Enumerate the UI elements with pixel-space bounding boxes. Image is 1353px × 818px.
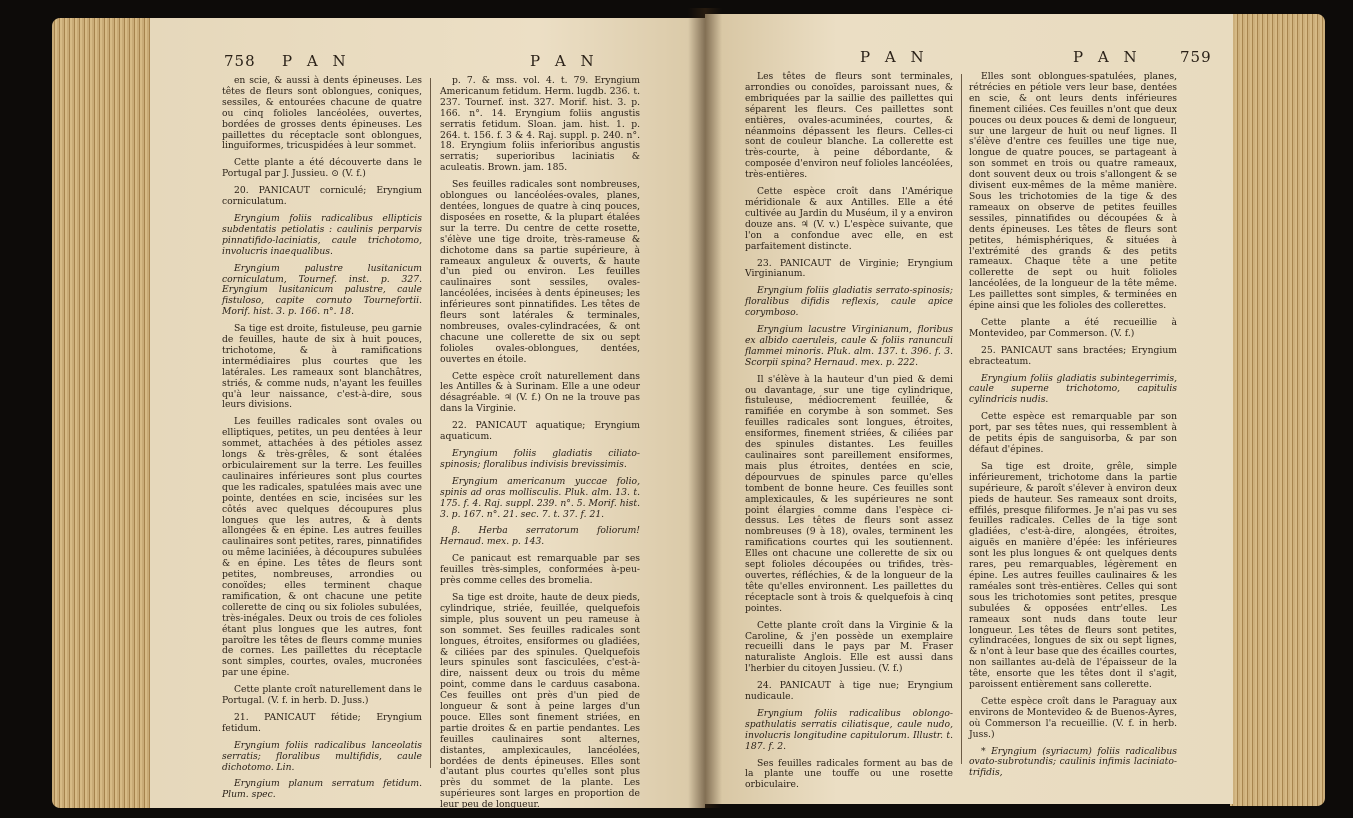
paragraph: Sa tige est droite, haute de deux pieds, cylindrique, striée, feuillée, quelquefois simple, plus souvent un peu rameuse à son sommet. Ses feuilles radicales sont longues, étroites, ensiformes ou gladiées, & ciliées par des spinules. Quelquefois leurs spinules sont fasciculées, c'est-à-dire, naissent deux ou trois du même point, comme dans le carduus casabona. Ces feuilles ont près d'un pied de longueur & sont à peine larges d'un pouce. Elles sont finement striées, en partie droites & en partie pendantes. Les feuilles caulinaires sont alternes, distantes, amplexicaules, lancéolées, bordées de dents épineuses. Elles sont d'autant plus courtes qu'elles sont plus près du sommet de la plante. Les supérieures sont larges en proportion de leur peu de longueur. (440, 591, 640, 811)
paragraph: Eryngium lacustre Virginianum, floribus ex albido caeruleis, caule & foliis ranunculi flammei minoris. Pluk. alm. 137. t. 396. f. 3. Scorpii spina? Hernaud. mex. p. 222. (745, 324, 953, 368)
paragraph: Ses feuilles radicales sont nombreuses, oblongues ou lancéolées-ovales, planes, dentées, longues de quatre à cinq pouces, disposées en rosette, & la plupart étalées sur la terre. Du centre de cette rosette, s'élève une tige droite, très-rameuse & dichotome dans sa partie supérieure, à rameaux anguleux & ouverts, & haute d'un pied ou environ. Les feuilles caulinaires sont sessiles, ovales-lancéolées, incisées à dents épineuses; les inférieures sont pinnatifides. Les têtes de fleurs sont latérales & terminales, nombreuses, ovales-cylindracées, & ont chacune une collerette de six ou sept folioles ovales-oblongues, dentées, ouvertes en étoile. (440, 179, 640, 365)
right-page-column-1 (745, 72, 953, 792)
book-gutter (688, 8, 722, 808)
page-number: 758 (224, 52, 256, 70)
paragraph: Cette plante a été recueillie à Montevideo, par Commerson. (V. f.) (969, 316, 1177, 339)
paragraph: Eryngium foliis radicalibus oblongo-spathulatis serratis ciliatisque, caule nudo, involucris longitudine capitulorum. Illustr. t. 187. f. 2. (745, 707, 953, 752)
paragraph: Ses feuilles radicales forment au bas de la plante une touffe ou une rosette orbiculaire. (745, 757, 953, 791)
paragraph: Cette espèce croît dans l'Amérique méridionale & aux Antilles. Elle a été cultivée au Jardin du Muséum, il y a environ douze ans. ♃ (V. v.) L'espèce suivante, que l'on a confondue avec elle, en est parfaitement distincte. (745, 186, 953, 252)
paragraph: Eryngium foliis radicalibus ellipticis subdentatis petiolatis : caulinis perparvis pinnatifido-laciniatis, caule trichotomo, involucris inaequalibus. (222, 212, 422, 257)
paragraph: Cette espèce croît dans le Paraguay aux environs de Montevideo & de Buenos-Ayres, où Commerson l'a recueillie. (V. f. in herb. Juss.) (969, 695, 1177, 740)
paragraph: 24. PANICAUT à tige nue; Eryngium nudicaule. (745, 680, 953, 703)
paragraph: Eryngium foliis gladiatis ciliato-spinosis; floralibus indivisis brevissimis. (440, 448, 640, 470)
paragraph: en scie, & aussi à dents épineuses. Les têtes de fleurs sont oblongues, coniques, sessiles, & entourées chacune de quatre ou cinq folioles lancéolées, ouvertes, bordées de grosses dents épineuses. Les paillettes du réceptacle sont oblongues, linguiformes, tricuspidées à leur sommet. (222, 75, 422, 152)
left-page-edges (52, 18, 152, 808)
paragraph: Cette espèce est remarquable par son port, par ses têtes nues, qui ressemblent à de petits épis de sanguisorba, & par son défaut d'épines. (969, 411, 1177, 455)
paragraph: Il s'élève à la hauteur d'un pied & demi ou davantage, sur une tige cylindrique, fistuleuse, médiocrement feuillée, & ramifiée en corymbe à son sommet. Ses feuilles radicales sont longues, étroites, ensiformes, finement striées, & ciliées par des spinules distantes. Les feuilles caulinaires sont pareillement ensiformes, mais plus étroites, dentées en scie, dépourvues de spinules parce qu'elles tombent de bonne heure. Ces feuilles sont amplexicaules, & les supérieures ne sont point élargies comme dans l'espèce ci-dessus. Les têtes de fleurs sont assez nombreuses (9 à 18), ovales, terminent les ramifications courtes qui les soutiennent. Elles ont chacune une collerette de six ou sept folioles découpées ou trifides, très-ouvertes, réfléchies, & de la longueur de la tête qu'elles environnent. Les paillettes du réceptacle sont à trois & quelquefois à cinq pointes. (745, 373, 953, 614)
paragraph: 23. PANICAUT de Virginie; Eryngium Virginianum. (745, 257, 953, 280)
running-head: P A N (282, 52, 351, 70)
left-page-column-1 (222, 75, 422, 801)
paragraph: Ce panicaut est remarquable par ses feuilles très-simples, conformées à-peu-près comme celles des bromelia. (440, 553, 640, 587)
right-page (705, 14, 1233, 804)
column-rule (430, 78, 431, 768)
paragraph: Les têtes de fleurs sont terminales, arrondies ou conoïdes, paroissant nues, & embriquées par la saillie des paillettes qui séparent les fleurs. Ces paillettes sont entières, ovales-acuminées, courtes, & néanmoins dépassent les fleurs. Celles-ci sont de couleur blanche. La collerette est très-courte, à peine débordante, & composée d'environ neuf folioles lancéolées, très-entières. (745, 71, 953, 181)
paragraph: Eryngium americanum yuccae folio, spinis ad oras mollisculis. Pluk. alm. 13. t. 175. f. 4. Raj. suppl. 239. n°. 5. Morif. hist. 3. p. 167. n°. 21. sec. 7. t. 37. f. 21. (440, 475, 640, 520)
page-number: 759 (1180, 48, 1212, 66)
paragraph: 20. PANICAUT corniculé; Eryngium corniculatum. (222, 185, 422, 208)
paragraph: Eryngium foliis gladiatis serrato-spinosis; floralibus difidis reflexis, caule apice corymboso. (745, 285, 953, 319)
paragraph: 21. PANICAUT fétide; Eryngium fetidum. (222, 711, 422, 734)
paragraph: * Eryngium (syriacum) foliis radicalibus ovato-subrotundis; caulinis infimis laciniato-trifidis, (969, 745, 1177, 779)
paragraph: Les feuilles radicales sont ovales ou elliptiques, petites, un peu dentées à leur sommet, attachées à des pétioles assez longs & très-grêles, & sont étalées orbiculairement sur la terre. Les feuilles caulinaires inférieures sont plus courtes que les radicales, spatulées mais avec une pointe, dentées en scie, incisées sur les côtés avec quelques découpures plus longues que les autres, & à dents allongées & en épine. Les autres feuilles caulinaires sont petites, rares, pinnatifides ou même laciniées, à découpures subulées & en épine. Les têtes de fleurs sont petites, nombreuses, arrondies ou conoïdes; elles terminent chaque ramification, & ont chacune une petite collerette de cinq ou six folioles subulées, très-inégales. Deux ou trois de ces folioles étant plus longues que les autres, font paroître les têtes de fleurs comme munies de cornes. Les paillettes du réceptacle sont simples, courtes, ovales, mucronées par une épine. (222, 416, 422, 679)
paragraph: Cette plante a été découverte dans le Portugal par J. Jussieu. ⊙ (V. f.) (222, 157, 422, 180)
right-page-header (705, 48, 1233, 68)
paragraph: Cette plante croît naturellement dans le Portugal. (V. f. in herb. D. Juss.) (222, 684, 422, 707)
paragraph: β. Herba serratorum foliorum! Hernaud. mex. p. 143. (440, 525, 640, 548)
running-head: P A N (1073, 48, 1142, 66)
paragraph: Eryngium planum serratum fetidum. Plum. spec. (222, 778, 422, 801)
paragraph: Eryngium palustre lusitanicum corniculatum, Tournef. inst. p. 327. Eryngium lusitanicum palustre, caule fistuloso, capite cornuto Tournefortii. Morif. hist. 3. p. 166. n°. 18. (222, 262, 422, 318)
paragraph: Cette espèce croît naturellement dans les Antilles & à Surinam. Elle a une odeur désagréable. ♃ (V. f.) On ne la trouve pas dans la Virginie. (440, 370, 640, 415)
left-page (150, 18, 705, 811)
right-page-column-2 (969, 72, 1177, 792)
paragraph: Cette plante croît dans la Virginie & la Caroline, & j'en possède un exemplaire recueilli dans le pays par M. Fraser naturaliste Anglois. Elle est aussi dans l'herbier du citoyen Jussieu. (V. f.) (745, 619, 953, 675)
paragraph: Sa tige est droite, grêle, simple inférieurement, trichotome dans la partie supérieure, & paroît s'élever à environ deux pieds de hauteur. Ses rameaux sont droits, effilés, presque filiformes. Je n'ai pas vu ses feuilles radicales. Celles de la tige sont gladiées, c'est-à-dire, alongées, étroites, aiguës en manière d'épée: les inférieures sont les plus longues & ont quelques dents rares, peu remarquables, légèrement en épine. Les autres feuilles caulinaires & les raméales sont très-entières. Celles qui sont sous les trichotomies sont petites, presque subulées & opposées entr'elles. Les rameaux sont nuds dans toute leur longueur. Les têtes de fleurs sont petites, cylindracées, longues de six ou sept lignes, & n'ont à leur base que des écailles courtes, non saillantes au-delà de l'épaisseur de la tête, ensorte que les têtes dont il s'agit, paroissent entièrement sans collerette. (969, 460, 1177, 691)
paragraph: p. 7. & mss. vol. 4. t. 79. Eryngium Americanum fetidum. Herm. lugdb. 236. t. 237. Tournef. inst. 327. Morif. hist. 3. p. 166. n°. 14. Eryngium foliis angustis serratis fetidum. Sloan. jam. hist. 1. p. 264. t. 156. f. 3 & 4. Raj. suppl. p. 240. n°. 18. Eryngium foliis inferioribus angustis serratis; superioribus laciniatis & aculeatis. Brown. jam. 185. (440, 75, 640, 174)
paragraph: Elles sont oblongues-spatulées, planes, rétrécies en pétiole vers leur base, dentées en scie, & ont leurs dents inférieures finement ciliées. Ces feuilles n'ont que deux pouces ou deux pouces & demi de longueur, sur une largeur de huit ou neuf lignes. Il s'élève d'entre ces feuilles une tige nue, longue de quatre pouces, se partageant à son sommet en trois ou quatre rameaux, dont souvent deux ou trois s'allongent & se divisent eux-mêmes de la même manière. Sous les trichotomies de la tige & des rameaux on observe de petites feuilles sessiles, pinnatifides ou découpées & à dents épineuses. Les têtes de fleurs sont petites, hémisphériques, & situées à l'extrémité des grands & des petits rameaux. Chaque tête a une petite collerette de sept ou huit folioles lancéolées, de la longueur de la tête même. Les paillettes sont simples, & terminées en épine ainsi que les folioles des collerettes. (969, 71, 1177, 312)
right-page-edges (1230, 14, 1325, 806)
left-page-header (150, 52, 705, 72)
running-head-secondary: P A N (530, 52, 599, 70)
paragraph: Eryngium foliis radicalibus lanceolatis serratis; floralibus multifidis, caule dichotomo. Lin. (222, 739, 422, 773)
paragraph: 22. PANICAUT aquatique; Eryngium aquaticum. (440, 420, 640, 443)
running-head-secondary: P A N (860, 48, 929, 66)
left-page-column-2 (440, 75, 640, 811)
column-rule (961, 74, 962, 764)
paragraph: Eryngium foliis gladiatis subintegerrimis, caule superne trichotomo, capitulis cylindricis nudis. (969, 372, 1177, 406)
paragraph: 25. PANICAUT sans bractées; Eryngium ebracteatum. (969, 344, 1177, 367)
paragraph: Sa tige est droite, fistuleuse, peu garnie de feuilles, haute de six à huit pouces, trichotome, & à ramifications intermédiaires plus courtes que les latérales. Les rameaux sont blanchâtres, striés, & comme nuds, n'ayant les feuilles qu'à leur naissance, c'est-à-dire, sous leurs divisions. (222, 323, 422, 411)
